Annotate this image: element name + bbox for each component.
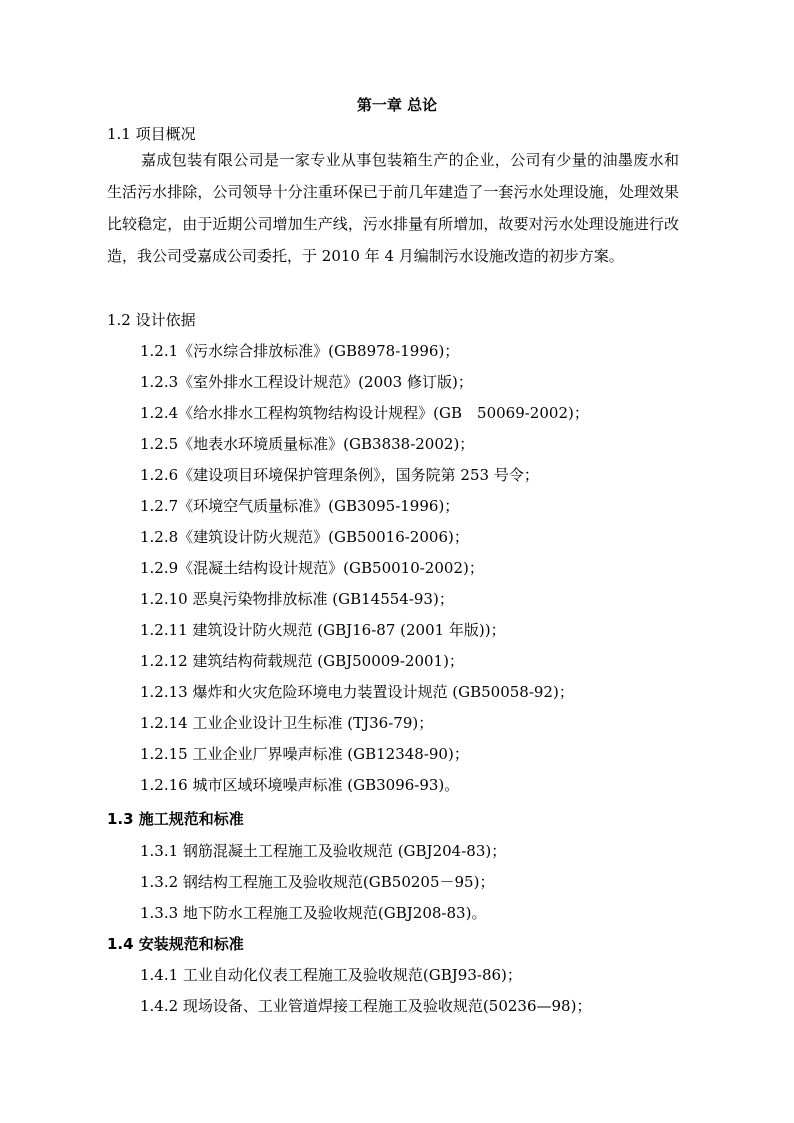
list-item: 1.3.1 钢筋混凝土工程施工及验收规范 (GBJ204-83)； [140,842,507,860]
section-heading-1-1: 1.1 项目概况 [107,125,196,143]
list-item: 1.4.2 现场设备、工业管道焊接工程施工及验收规范(50236—98)； [140,997,592,1015]
list-item: 1.2.10 恶臭污染物排放标准 (GB14554-93)； [140,590,454,608]
list-item: 1.2.15 工业企业厂界噪声标准 (GB12348-90)； [140,745,469,763]
list-item: 1.2.6《建设项目环境保护管理条例》，国务院第 253 号令； [140,466,539,484]
list-item: 1.2.8《建筑设计防火规范》(GB50016-2006)； [140,528,469,546]
section-heading-1-4: 1.4 安装规范和标准 [107,935,244,953]
list-item: 1.4.1 工业自动化仪表工程施工及验收规范(GBJ93-86)； [140,966,522,984]
list-item: 1.2.9《混凝土结构设计规范》(GB50010-2002)； [140,559,484,577]
list-item: 1.2.12 建筑结构荷载规范 (GBJ50009-2001)； [140,652,464,670]
chapter-title: 第一章 总论 [356,96,438,114]
list-item: 1.2.13 爆炸和火灾危险环境电力装置设计规范 (GB50058-92)； [140,683,574,701]
section-1-1-paragraph: 嘉成包装有限公司是一家专业从事包装箱生产的企业，公司有少量的油墨废水和生活污水排除，公司领导十分注重环保已于前几年建造了一套污水处理设施，处理效果比较稳定，由于近期公司增加生产线，污水排量有所增加，故要对污水处理设施进行改造，我公司受嘉成公司委托，于 2010 年 4 月编制污水设施改造的初步方案。 [107,151,679,265]
list-item: 1.2.4《给水排水工程构筑物结构设计规程》(GB 50069-2002)； [140,404,589,422]
list-item: 1.3.2 钢结构工程施工及验收规范(GB50205－95)； [140,873,495,891]
section-heading-1-2: 1.2 设计依据 [107,311,196,329]
list-item: 1.3.3 地下防水工程施工及验收规范(GBJ208-83)。 [140,904,487,922]
section-heading-1-3: 1.3 施工规范和标准 [107,810,244,828]
list-item: 1.2.16 城市区域环境噪声标准 (GB3096-93)。 [140,776,460,794]
list-item: 1.2.3《室外排水工程设计规范》(2003 修订版)； [140,373,473,391]
list-item: 1.2.5《地表水环境质量标准》(GB3838-2002)； [140,435,475,453]
list-item: 1.2.1《污水综合排放标准》(GB8978-1996)； [140,342,460,360]
list-item: 1.2.7《环境空气质量标准》(GB3095-1996)； [140,497,460,515]
list-item: 1.2.11 建筑设计防火规范 (GBJ16-87 (2001 年版))； [140,621,506,639]
list-item: 1.2.14 工业企业设计卫生标准 (TJ36-79)； [140,714,434,732]
